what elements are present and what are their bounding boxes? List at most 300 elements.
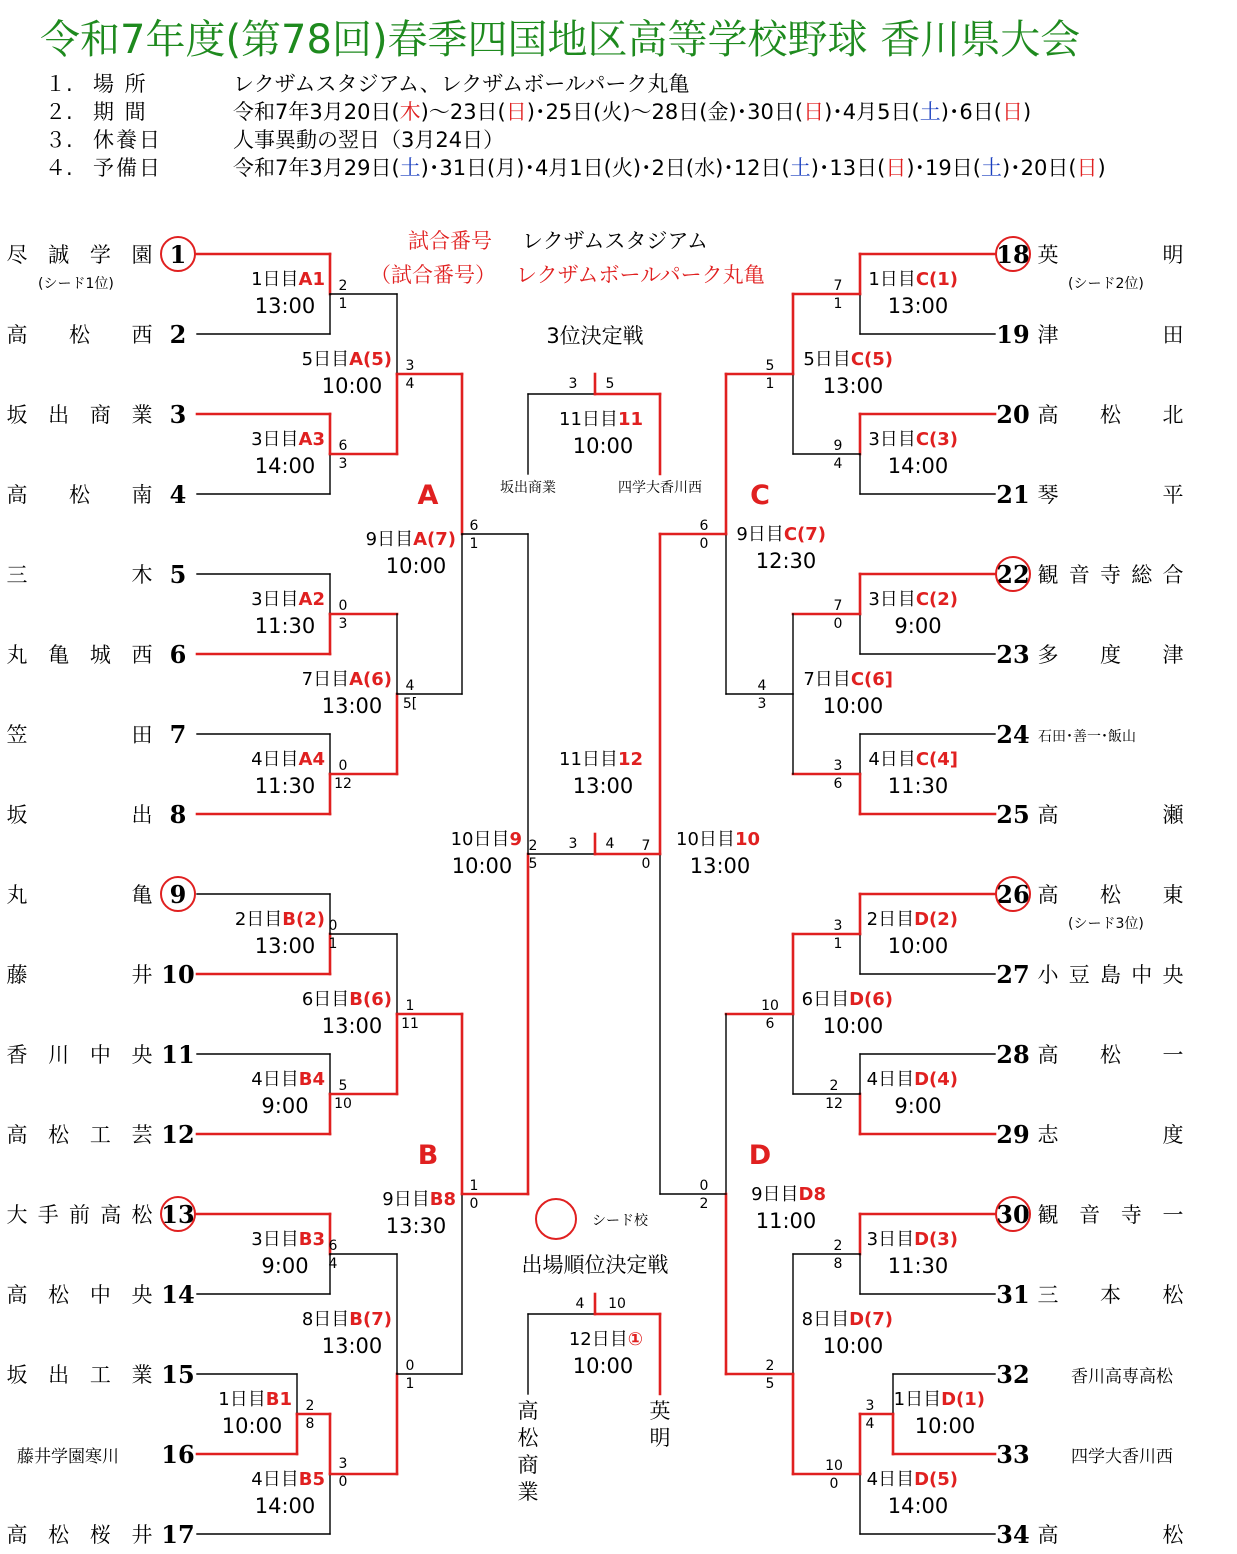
ranking-title: 出場順位決定戦: [521, 1253, 669, 1277]
info-text: 人事異動の翌日（3月24日）: [233, 128, 505, 152]
game-day: 10日目: [450, 829, 510, 850]
score: 10: [334, 1096, 352, 1112]
game-time: 10:00: [572, 434, 634, 458]
game-time: 10:00: [822, 1014, 884, 1038]
info-text: )･31日(月)･4月1日(火)･2日(水)･12日(: [420, 156, 790, 180]
legend-paren-venue: レクザムボールパーク丸亀: [516, 263, 765, 287]
score: 1: [328, 936, 338, 952]
game-code: D(2): [914, 909, 958, 930]
game-code: D(5): [914, 1469, 958, 1490]
game-label: [559, 749, 643, 770]
info-text: 土: [399, 156, 421, 180]
game-time: 13:00: [321, 1014, 383, 1038]
team-number: 11: [161, 1040, 195, 1069]
team-number: 31: [996, 1280, 1030, 1309]
seed-legend-circle: [536, 1199, 576, 1239]
third-place-title: 3位決定戦: [546, 324, 644, 348]
score: 8: [305, 1416, 315, 1432]
score: 7: [833, 278, 843, 294]
team-number: 8: [169, 800, 187, 829]
score: 3: [338, 456, 348, 472]
ranking-left: 商: [517, 1453, 539, 1477]
game-code: B8: [429, 1189, 456, 1210]
team-name: 大手前高松: [6, 1203, 153, 1227]
team-number: 12: [161, 1120, 195, 1149]
score: 2: [765, 1358, 775, 1374]
game-day: 6日目: [801, 989, 850, 1010]
score: 1: [833, 936, 843, 952]
game-time: 11:30: [887, 774, 949, 798]
ranking-left: 松: [517, 1426, 539, 1450]
game-day: 4日目: [868, 749, 916, 770]
team-number: 23: [996, 640, 1030, 669]
team-name: 高松一: [1037, 1043, 1184, 1067]
page-title: 令和7年度(第78回)春季四国地区高等学校野球 香川県大会: [40, 17, 1081, 63]
info-label: 予備日: [93, 156, 162, 180]
team-name: 三木: [6, 563, 153, 587]
score: 6: [338, 438, 348, 454]
score: 3: [757, 696, 767, 712]
game-time: 9:00: [894, 614, 942, 638]
team-name: 藤井学園寒川: [17, 1447, 119, 1467]
team-number: 1: [169, 240, 187, 269]
game-day: 4日目: [251, 749, 299, 770]
team-name: 高松北: [1037, 403, 1184, 427]
info-text: )･19日(: [906, 156, 981, 180]
score: 4: [757, 678, 767, 694]
score: 4: [865, 1416, 875, 1432]
game-label: [676, 829, 760, 850]
score: 5: [528, 856, 538, 872]
score: 4: [405, 376, 415, 392]
score: 5: [605, 376, 615, 392]
info-text: 日: [505, 100, 527, 124]
game-label: [751, 1184, 826, 1205]
game-code: C(2): [915, 589, 958, 610]
seed-note: (シード1位): [38, 276, 114, 292]
seed-legend-label: シード校: [592, 1213, 648, 1229]
game-label: [366, 529, 456, 550]
score: 1: [469, 536, 479, 552]
game-day: 9日目: [751, 1184, 799, 1205]
game-day: 4日目: [251, 1469, 299, 1490]
game-code: B3: [298, 1229, 325, 1250]
game-label: [867, 909, 958, 930]
game-day: 7日目: [803, 669, 851, 690]
info-text: )･4月5日(: [824, 100, 920, 124]
game-label: [868, 749, 958, 770]
score: 4: [575, 1296, 585, 1312]
game-code: B(2): [282, 909, 325, 930]
game-code: B(7): [349, 1309, 392, 1330]
game-time: 14:00: [887, 1494, 949, 1518]
score: 1: [405, 1376, 415, 1392]
team-number: 9: [169, 880, 187, 909]
team-number: 29: [996, 1120, 1030, 1149]
game-label: [867, 1229, 958, 1250]
third-place-left: 坂出商業: [500, 480, 556, 496]
team-number: 25: [996, 800, 1030, 829]
info-text: )･13日(: [810, 156, 886, 180]
game-code: 10: [734, 829, 760, 850]
game-time: 10:00: [385, 554, 447, 578]
game-code: C(1): [915, 269, 958, 290]
game-label: [218, 1389, 292, 1410]
game-code: D(1): [941, 1389, 985, 1410]
score: 5: [338, 1078, 348, 1094]
team-number: 10: [161, 960, 195, 989]
score: 3: [338, 1456, 348, 1472]
info-label: 場 所: [93, 72, 148, 96]
game-day: 4日目: [866, 1069, 915, 1090]
team-name: 観音寺一: [1037, 1203, 1184, 1227]
game-time: 14:00: [254, 454, 316, 478]
game-day: 1日目: [251, 269, 299, 290]
game-time: 10:00: [321, 374, 383, 398]
game-code: C(6]: [850, 669, 893, 690]
info-text: 土: [980, 156, 1002, 180]
game-time: 10:00: [572, 1354, 634, 1378]
game-time: 13:00: [254, 294, 316, 318]
team-number: 26: [996, 880, 1030, 909]
game-label: [251, 1069, 325, 1090]
team-name: 笠田: [6, 723, 153, 747]
info-text: )･6日(: [940, 100, 1002, 124]
team-number: 24: [996, 720, 1030, 749]
score: 0: [405, 1358, 415, 1374]
team-number: 15: [161, 1360, 195, 1389]
score: 1: [469, 1178, 479, 1194]
game-time: 13:00: [321, 694, 383, 718]
game-day: 8日目: [301, 1309, 350, 1330]
game-time: 11:00: [755, 1209, 817, 1233]
info-number: ４.: [45, 156, 73, 180]
score: 11: [401, 1016, 419, 1032]
block-label: B: [417, 1140, 439, 1171]
info-label: 休養日: [93, 128, 162, 152]
score: 2: [528, 838, 538, 854]
game-label: [302, 989, 392, 1010]
game-day: 1日目: [893, 1389, 942, 1410]
score: 3: [405, 358, 415, 374]
team-name: 多度津: [1037, 643, 1184, 667]
score: 8: [833, 1256, 843, 1272]
team-name: 高松南: [6, 483, 153, 507]
team-number: 7: [169, 720, 187, 749]
team-name: 津田: [1037, 323, 1184, 347]
ranking-right: 英: [649, 1399, 671, 1423]
info-text: )･20日(: [1001, 156, 1077, 180]
game-day: 7日目: [301, 669, 350, 690]
game-code: C(4]: [915, 749, 958, 770]
game-label: [894, 1389, 985, 1410]
game-time: 10:00: [822, 1334, 884, 1358]
score: 7: [641, 838, 651, 854]
team-name: 高松中央: [6, 1283, 153, 1307]
game-code: A1: [298, 269, 325, 290]
game-time: 14:00: [254, 1494, 316, 1518]
team-name: 観音寺総合: [1037, 563, 1184, 587]
game-code: B4: [298, 1069, 325, 1090]
game-label: [302, 669, 392, 690]
game-time: 10:00: [914, 1414, 976, 1438]
game-label: [867, 1469, 958, 1490]
game-code: C(3): [915, 429, 958, 450]
seed-note: (シード3位): [1068, 916, 1144, 932]
legend-number-venue: レクザムスタジアム: [522, 229, 709, 253]
score: 6: [833, 776, 843, 792]
score: 0: [338, 598, 348, 614]
game-time: 9:00: [261, 1254, 309, 1278]
score: 0: [641, 856, 651, 872]
info-text: )～23日(: [420, 100, 506, 124]
team-number: 16: [161, 1440, 195, 1469]
game-time: 13:30: [385, 1214, 447, 1238]
game-label: [302, 349, 392, 370]
game-day: 9日目: [365, 529, 414, 550]
score: 3: [568, 836, 578, 852]
team-name: 三本松: [1037, 1283, 1184, 1307]
game-day: 6日目: [301, 989, 350, 1010]
score: 0: [338, 758, 348, 774]
score: 3: [833, 758, 843, 774]
team-number: 21: [996, 480, 1030, 509]
score: 2: [833, 1238, 843, 1254]
info-number: ２.: [45, 100, 73, 124]
score: 1: [833, 296, 843, 312]
game-day: 4日目: [866, 1469, 915, 1490]
game-time: 13:00: [572, 774, 634, 798]
info-text: 日: [803, 100, 825, 124]
score: 0: [829, 1476, 839, 1492]
score: 5: [765, 358, 775, 374]
team-number: 34: [996, 1520, 1030, 1549]
game-day: 8日目: [801, 1309, 850, 1330]
team-number: 4: [169, 480, 187, 509]
game-day: 9日目: [736, 524, 784, 545]
game-time: 10:00: [221, 1414, 283, 1438]
game-code: D(6): [849, 989, 893, 1010]
info-text: 令和7年3月29日(: [233, 156, 400, 180]
info-text: 日: [1001, 100, 1023, 124]
team-number: 27: [996, 960, 1030, 989]
game-label: [251, 749, 325, 770]
info-text: 日: [885, 156, 907, 180]
game-day: 3日目: [251, 429, 299, 450]
game-code: D(3): [914, 1229, 958, 1250]
game-time: 9:00: [894, 1094, 942, 1118]
game-code: A(5): [349, 349, 392, 370]
score: 12: [825, 1096, 843, 1112]
team-number: 2: [169, 320, 187, 349]
game-day: 3日目: [868, 589, 916, 610]
team-name: 高松東: [1037, 883, 1184, 907]
game-label: [867, 1069, 958, 1090]
score: 2: [338, 278, 348, 294]
score: 12: [334, 776, 352, 792]
score: 0: [699, 536, 709, 552]
game-time: 14:00: [887, 454, 949, 478]
team-number: 6: [169, 640, 187, 669]
info-number: ３.: [45, 128, 73, 152]
team-number: 19: [996, 320, 1030, 349]
game-time: 9:00: [261, 1094, 309, 1118]
game-code: 9: [509, 829, 522, 850]
game-day: 4日目: [251, 1069, 299, 1090]
team-number: 28: [996, 1040, 1030, 1069]
game-label: [251, 1469, 325, 1490]
score: 2: [699, 1196, 709, 1212]
team-name: 小豆島中央: [1037, 963, 1184, 987]
info-text: 土: [919, 100, 941, 124]
game-day: 11日目: [559, 749, 618, 770]
game-day: 2日目: [234, 909, 283, 930]
game-label: [251, 589, 325, 610]
game-time: 13:00: [689, 854, 751, 878]
ranking-left: 業: [517, 1480, 539, 1504]
team-name: 高松: [1037, 1523, 1184, 1547]
game-day: 3日目: [866, 1229, 915, 1250]
game-label: [559, 409, 643, 430]
score: 9: [833, 438, 843, 454]
score: 4: [405, 678, 415, 694]
game-time: 13:00: [887, 294, 949, 318]
info-text: 日: [1076, 156, 1098, 180]
info-text: レクザムスタジアム、レクザムボールパーク丸亀: [233, 72, 690, 96]
game-time: 13:00: [822, 374, 884, 398]
score: 0: [338, 1474, 348, 1490]
score: 3: [865, 1398, 875, 1414]
game-code: 12: [617, 749, 643, 770]
game-code: A3: [298, 429, 325, 450]
game-day: 9日目: [382, 1189, 430, 1210]
score: 1: [765, 376, 775, 392]
team-number: 13: [161, 1200, 195, 1229]
score: 6: [699, 518, 709, 534]
score: 2: [829, 1078, 839, 1094]
game-day: 3日目: [251, 589, 299, 610]
info-number: １.: [45, 72, 73, 96]
game-day: 10日目: [676, 829, 735, 850]
score: 7: [833, 598, 843, 614]
game-day: 5日目: [301, 349, 350, 370]
team-name: 坂出商業: [6, 403, 153, 427]
score: 4: [328, 1256, 338, 1272]
info-text: 令和7年3月20日(: [233, 100, 400, 124]
game-day: 11日目: [559, 409, 618, 430]
team-number: 30: [996, 1200, 1030, 1229]
game-code: A2: [298, 589, 325, 610]
team-name: 香川高専高松: [1071, 1367, 1173, 1387]
game-code: B(6): [349, 989, 392, 1010]
seed-note: (シード2位): [1068, 276, 1144, 292]
info-text: ): [1097, 156, 1106, 180]
score: 6: [765, 1016, 775, 1032]
block-label: A: [417, 480, 439, 511]
ranking-left: 高: [517, 1399, 539, 1423]
team-number: 3: [169, 400, 187, 429]
game-label: [868, 429, 958, 450]
info-label: 期 間: [93, 100, 148, 124]
game-label: [251, 429, 325, 450]
team-name: 琴平: [1037, 483, 1184, 507]
game-code: C(5): [850, 349, 893, 370]
score: 10: [825, 1458, 843, 1474]
team-name: 高松工芸: [6, 1123, 153, 1147]
game-day: 1日目: [868, 269, 916, 290]
game-label: [736, 524, 826, 545]
score: 3: [568, 376, 578, 392]
score: 0: [328, 918, 338, 934]
team-name: 高瀬: [1037, 803, 1184, 827]
score: 4: [833, 456, 843, 472]
game-day: 2日目: [866, 909, 915, 930]
score: 3: [338, 616, 348, 632]
game-code: ①: [627, 1329, 643, 1350]
team-name: 志度: [1037, 1123, 1184, 1147]
team-name: 藤井: [6, 963, 153, 987]
game-label: [868, 269, 958, 290]
legend-paren-label: （試合番号）: [370, 263, 496, 287]
team-number: 14: [161, 1280, 195, 1309]
info-text: )･25日(火)～28日(金)･30日(: [526, 100, 804, 124]
team-name: 石田･善一･飯山: [1038, 729, 1136, 745]
team-number: 5: [169, 560, 187, 589]
block-label: D: [748, 1140, 772, 1171]
team-number: 18: [996, 240, 1030, 269]
game-code: A4: [298, 749, 325, 770]
ranking-right: 明: [649, 1426, 671, 1450]
score: 1: [338, 296, 348, 312]
team-name: 丸亀城西: [6, 643, 153, 667]
game-label: [803, 669, 893, 690]
team-number: 32: [996, 1360, 1030, 1389]
team-name: 坂出工業: [6, 1363, 153, 1387]
game-label: [569, 1329, 643, 1350]
game-time: 11:30: [254, 774, 316, 798]
team-name: 高松西: [6, 323, 153, 347]
score: 6: [469, 518, 479, 534]
team-name: 丸亀: [6, 883, 153, 907]
game-label: [235, 909, 325, 930]
game-time: 10:00: [451, 854, 513, 878]
third-place-right: 四学大香川西: [618, 480, 702, 496]
game-label: [302, 1309, 392, 1330]
info-text: 木: [399, 100, 421, 124]
game-day: 5日目: [803, 349, 851, 370]
game-label: [251, 1229, 325, 1250]
game-day: 3日目: [868, 429, 916, 450]
team-name: 高松桜井: [6, 1523, 153, 1547]
score: 3: [833, 918, 843, 934]
game-label: [802, 989, 893, 1010]
score: 0: [699, 1178, 709, 1194]
score: 0: [833, 616, 843, 632]
team-name: 坂出: [6, 803, 153, 827]
team-name: 英明: [1037, 243, 1184, 267]
game-label: [451, 829, 522, 850]
team-name: 香川中央: [6, 1043, 153, 1067]
game-day: 1日目: [218, 1389, 266, 1410]
game-code: A(7): [413, 529, 456, 550]
info-text: 土: [789, 156, 811, 180]
team-name: 四学大香川西: [1071, 1447, 1173, 1467]
game-label: [382, 1189, 456, 1210]
game-code: 11: [617, 409, 643, 430]
game-label: [251, 269, 325, 290]
score: 4: [605, 836, 615, 852]
score: 10: [761, 998, 779, 1014]
